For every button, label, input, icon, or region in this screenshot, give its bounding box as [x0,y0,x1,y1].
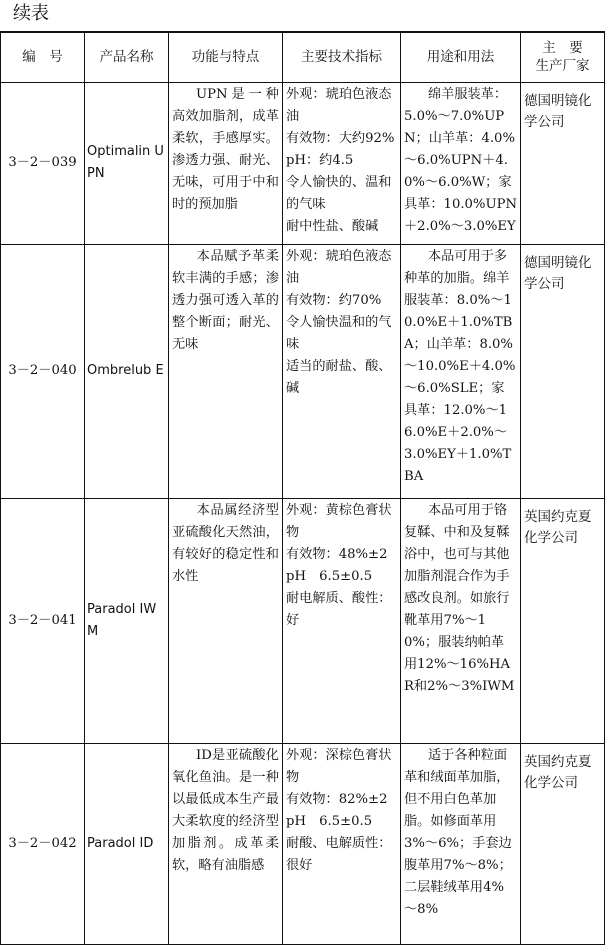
product-features-text: UPN是一种高效加脂剂，成革柔软，手感厚实。渗透力强、耐光、无味，可用于中和时的预加脂 [172,86,279,212]
product-features-text: ID是亚硫酸化氧化鱼油。是一种以最低成本生产最大柔软度的经济型加脂剂。成革柔软，略有油脂感 [172,747,279,873]
product-code: 3－2－041 [1,498,85,743]
header-usage: 用途和用法 [401,32,521,82]
table-row [1,82,605,244]
header-code: 编 号 [1,32,85,82]
product-specs: 外观：黄棕色膏状物 有效物：48%±2 pH 6.5±0.5 耐电解质、酸性：好 [283,498,401,743]
product-usage [401,82,521,244]
product-maker: 德国明镜化学公司 [521,244,605,498]
product-specs: 外观：琥珀色液态油 有效物：大约92% pH：约4.5 令人愉快的、温和的气味 耐中性盐、酸碱 [283,82,401,244]
product-usage-text: 适于各种粒面革和绒面革加脂，但不用白色革加脂。如修面革用3%～6%；手套边腹革用7%～8%；二层鞋绒革用4%～8% [404,747,512,917]
product-name: Paradol IWM [85,498,169,743]
product-usage-text: 本品可用于多种革的加脂。绵羊服装革：8.0%～10.0%E＋1.0%TBA；山羊革：8.0%～10.0%E＋4.0%～6.0%SLE；家具革：12.0%～16.0%E＋2.0%～3.0%EY＋1.0%TBA [404,248,516,484]
product-features-text: 本品属经济型亚硫酸化天然油，有较好的稳定性和水性 [172,502,279,584]
product-name: Optimalin UPN [85,82,169,244]
header-row [1,32,605,82]
header-maker [521,32,605,82]
header-maker-line1: 主 要 [542,40,583,57]
product-features [169,498,283,743]
table-caption: 续表 [13,3,49,24]
product-code: 3－2－039 [1,82,85,244]
product-features [169,82,283,244]
header-features: 功能与特点 [169,32,283,82]
product-maker: 英国约克夏化学公司 [521,498,605,743]
product-code: 3－2－042 [1,743,85,944]
table-row [1,743,605,944]
product-usage-text: 本品可用于铬复鞣、中和及复鞣浴中，也可与其他加脂剂混合作为手感改良剂。如旅行靴革用7%～10%；服装纳帕革用12%～16%HAR和2%～3%IWM [404,502,515,694]
product-features [169,244,283,498]
product-usage [401,743,521,944]
table-row [1,498,605,743]
header-maker-line2: 生产厂家 [535,58,590,75]
table-row [1,244,605,498]
fatliquor-product-table [0,31,605,945]
product-name: Ombrelub E [85,244,169,498]
product-specs: 外观：琥珀色液态油 有效物：约70% 令人愉快温和的气味 适当的耐盐、酸、碱 [283,244,401,498]
product-specs: 外观：深棕色膏状物 有效物：82%±2 pH 6.5±0.5 耐酸、电解质性：很好 [283,743,401,944]
product-usage-text: 绵羊服装革：5.0%～7.0%UPN；山羊革：4.0%～6.0%UPN＋4.0%～6.0%W；家具革：10.0%UPN＋2.0%～3.0%EY [404,86,517,234]
product-code: 3－2－040 [1,244,85,498]
product-usage [401,244,521,498]
product-usage [401,498,521,743]
product-features-text: 本品赋予革柔软丰满的手感；渗透力强可透入革的整个断面；耐光、无味 [172,248,279,352]
product-maker: 英国约克夏化学公司 [521,743,605,944]
header-specs: 主要技术指标 [283,32,401,82]
header-name: 产品名称 [85,32,169,82]
product-maker: 德国明镜化学公司 [521,82,605,244]
product-name: Paradol ID [85,743,169,944]
product-features [169,743,283,944]
